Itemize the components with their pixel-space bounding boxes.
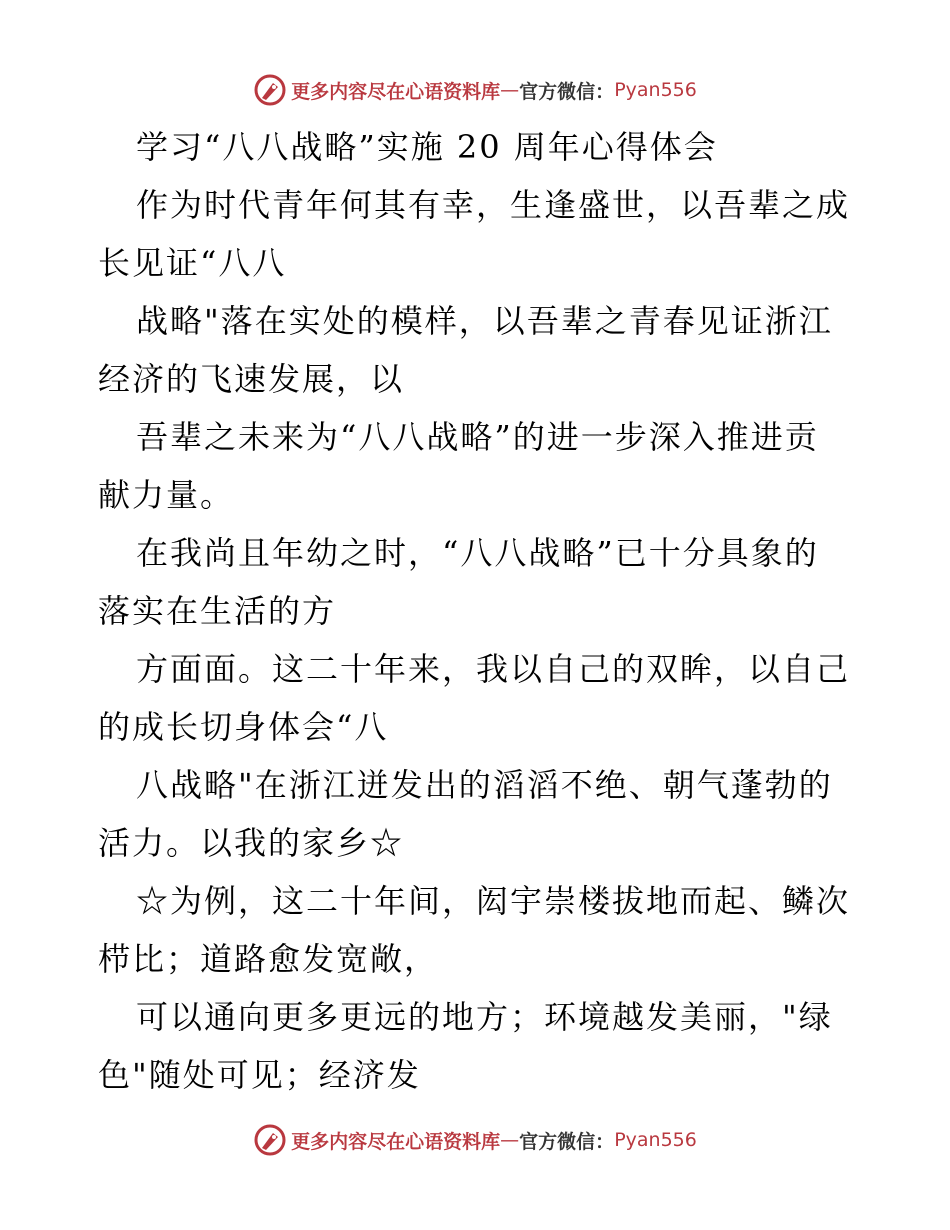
text-line: 色"随处可见；经济发 (98, 1056, 421, 1094)
text-line: 战略"落在实处的模样，以吾辈之青春见证浙江 (136, 302, 833, 340)
text-line: 栉比；道路愈发宽敞， (98, 940, 439, 978)
pen-nib-circle-icon (253, 1123, 287, 1157)
text-line: ☆为例，这二十年间，闳宇崇楼拔地而起、鳞次 (136, 882, 851, 920)
watermark-brand: 更多内容尽在心语资料库 (291, 80, 501, 103)
text-line: 八战略"在浙江迸发出的滔滔不绝、朝气蓬勃的 (136, 766, 833, 804)
text-line: 长见证“八八 (98, 244, 287, 282)
text-line: 方面面。这二十年来，我以自己的双眸，以自己 (136, 650, 851, 688)
text-line: 在我尚且年幼之时，“八八战略”已十分具象的 (136, 534, 819, 572)
text-line: 经济的飞速发展，以 (98, 360, 405, 398)
watermark-dash: — (500, 1129, 520, 1151)
text-line: 献力量。 (98, 476, 235, 514)
text-line: 可以通向更多更远的地方；环境越发美丽，"绿 (136, 998, 833, 1036)
watermark-official-label: 官方微信： (519, 80, 615, 103)
text-line: 吾辈之未来为“八八战略”的进一步深入推进贡 (136, 418, 819, 456)
document-body (98, 118, 858, 1104)
watermark-dash: — (500, 79, 520, 101)
text-line: 落实在生活的方 (98, 592, 337, 630)
watermark-wechat-id: Pyan556 (614, 1129, 697, 1151)
text-line: 学习“八八战略”实施 20 周年心得体会 (136, 128, 718, 166)
watermark-brand: 更多内容尽在心语资料库 (291, 1130, 501, 1153)
text-line: 的成长切身体会“八 (98, 708, 389, 746)
watermark-official-label: 官方微信： (519, 1130, 615, 1153)
text-line: 活力。以我的家乡☆ (98, 824, 405, 862)
watermark-wechat-id: Pyan556 (614, 79, 697, 101)
header-watermark (0, 70, 950, 110)
footer-watermark (0, 1120, 950, 1160)
pen-nib-circle-icon (253, 73, 287, 107)
text-line: 作为时代青年何其有幸，生逢盛世，以吾辈之成 (136, 186, 851, 224)
